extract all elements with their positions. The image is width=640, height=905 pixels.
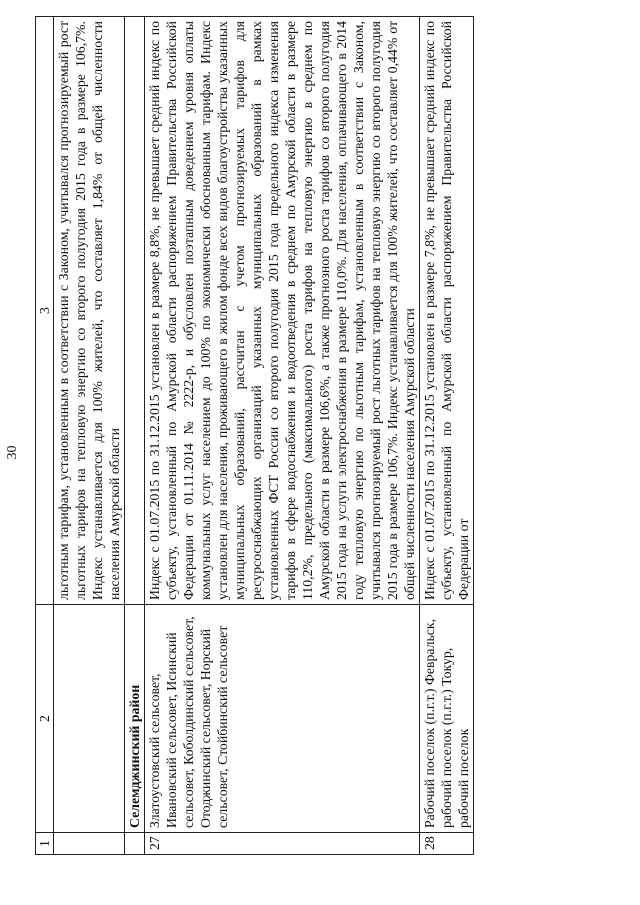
table-row	[145, 17, 420, 855]
section-title: Селемджинский район	[125, 605, 145, 833]
index-description: Индекс с 01.07.2015 по 31.12.2015 установлен в размере 7,8%, не превышает средний индекс по субъекту, установленный по Амурской области распоряжением Правительства Российской Федерации от	[420, 17, 474, 605]
section-empty-cell	[125, 17, 145, 605]
tariff-index-table	[35, 16, 474, 855]
header-col-2: 2	[36, 605, 54, 833]
municipality-name	[54, 605, 125, 833]
table-header-row	[36, 17, 54, 855]
index-description: льготным тарифам, установленным в соответствии с Законом, учитывался прогнозируемый рост льготных тарифов на тепловую энергию со второго полугодия 2015 года в размере 106,7%. Индекс устанавливается для 100% жителей, что составляет 1,84% от общей численности населения Амурской области	[54, 17, 125, 605]
municipality-name: Златоустовский сельсовет, Ивановский сельсовет, Исинский сельсовет, Коболдинский сельсовет, Отоджинский сельсовет, Норский сельсовет, Стойбинский сельсовет	[145, 605, 420, 833]
row-number	[54, 833, 125, 855]
index-description: Индекс с 01.07.2015 по 31.12.2015 установлен в размере 8,8%, не превышает средний индекс по субъекту, установленный по Амурской области распоряжением Правительства Российской Федерации от 01.11.2014 № 2222-р, и обусловлен поэтапным доведением уровня оплаты коммунальных услуг населением до 100% по экономически обоснованным тарифам. Индекс установлен для населения, проживающего в жилом фонде всех видов благоустройства указанных муниципальных образований, рассчитан с учетом прогнозируемых тарифов для ресурсоснабжающих организаций указанных муниципальных образований в рамках установленных ФСТ России со второго полугодия 2015 года предельного индекса изменения тарифов в сфере водоснабжения и водоотведения в среднем по Амурской области в размере 110,2%, предельного (максимального) роста тарифов на тепловую энергию в среднем по Амурской области в размере 106,6%, а также прогнозного роста тарифов со второго полугодия 2015 года на услуги электроснабжения в размере 110,0%. Для населения, оплачивающего в 2014 году тепловую энергию по льготным тарифам, установленным в соответствии с Законом, учитывался прогнозируемый рост льготных тарифов на тепловую энергию со второго полугодия 2015 года в размере 106,7%. Индекс устанавливается для 100% жителей, что составляет 0,44% от общей численности населения Амурской области	[145, 17, 420, 605]
header-col-1: 1	[36, 833, 54, 855]
page-number: 30	[5, 445, 20, 460]
table-row	[420, 17, 474, 855]
section-row	[125, 17, 145, 855]
header-col-3: 3	[36, 17, 54, 605]
municipality-name: Рабочий поселок (п.г.т.) Февральск, рабочий поселок (п.г.т.) Токур, рабочий поселок	[420, 605, 474, 833]
table-row	[54, 17, 125, 855]
row-number: 27	[145, 833, 420, 855]
section-empty-cell	[125, 833, 145, 855]
row-number: 28	[420, 833, 474, 855]
